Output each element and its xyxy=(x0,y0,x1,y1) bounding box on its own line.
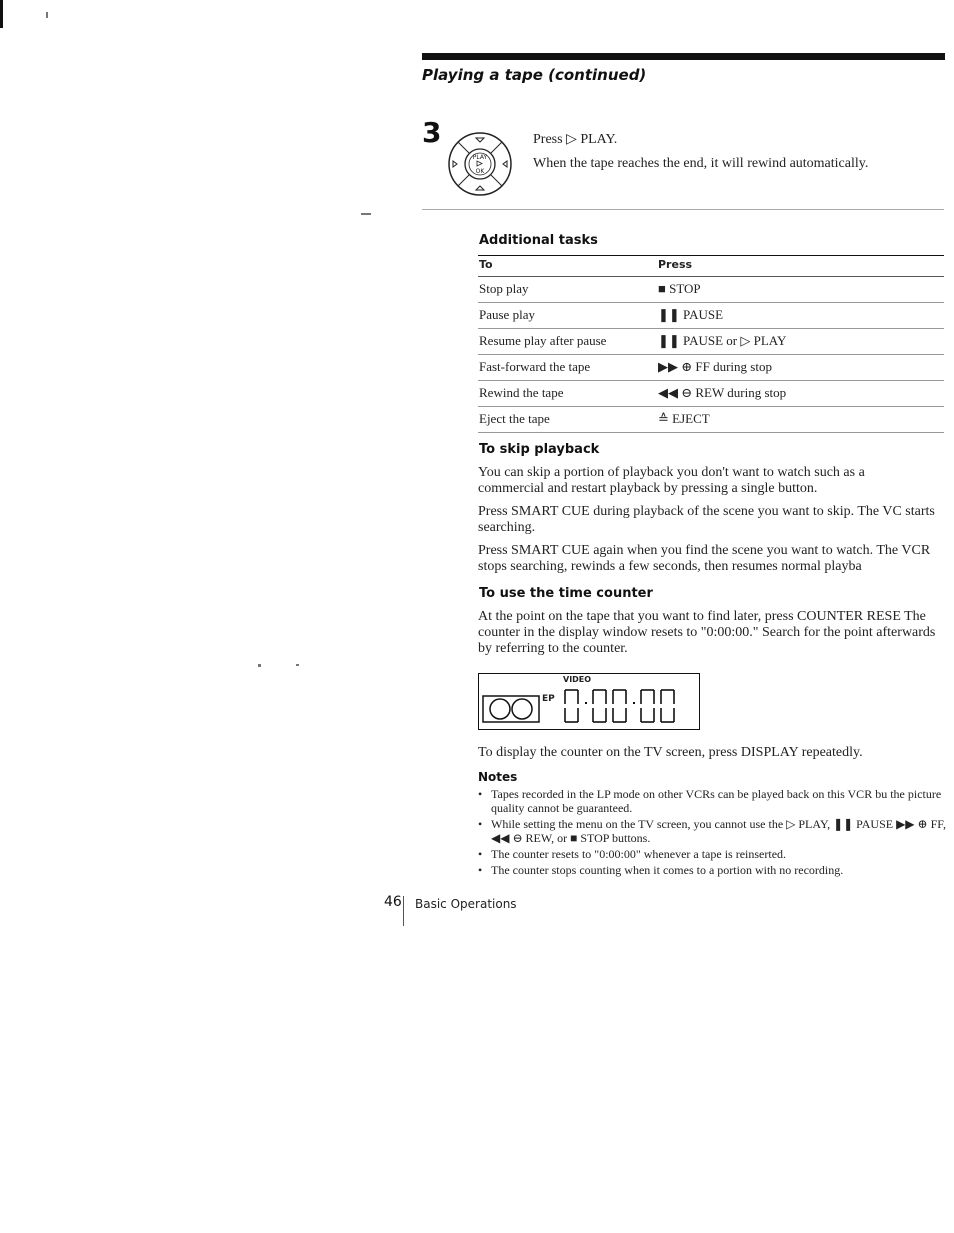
section-title: Playing a tape (continued) xyxy=(422,66,647,84)
time-counter-heading: To use the time counter xyxy=(479,586,653,601)
footer-separator xyxy=(403,896,404,926)
press-cell: ◀◀ ⊖ REW during stop xyxy=(657,381,944,407)
column-header-to: To xyxy=(478,256,657,277)
press-cell: ▶▶ ⊕ FF during stop xyxy=(657,355,944,381)
press-cell: ≙ EJECT xyxy=(657,407,944,433)
table-row xyxy=(478,407,944,433)
table-row xyxy=(478,355,944,381)
table-row xyxy=(478,381,944,407)
press-cell: ■ STOP xyxy=(657,277,944,303)
task-cell: Pause play xyxy=(478,303,657,329)
skip-playback-heading: To skip playback xyxy=(479,442,600,457)
table-row xyxy=(478,329,944,355)
lcd-video-label: VIDEO xyxy=(563,675,592,684)
lcd-counter-digits xyxy=(563,686,695,731)
lcd-ep-label: EP xyxy=(542,694,555,704)
skip-paragraph-3: Press SMART CUE again when you find the scene you want to watch. The VCR stops searching, rewinds a few seconds, then resumes normal playba xyxy=(478,543,931,574)
table-row xyxy=(478,303,944,329)
skip-paragraph-2: Press SMART CUE during playback of the scene you want to skip. The VC starts searching. xyxy=(478,504,935,535)
step-instruction: Press ▷ PLAY. xyxy=(533,132,618,147)
press-cell: ❚❚ PAUSE xyxy=(657,303,944,329)
list-item: • The counter resets to "0:00:00" whenever a tape is reinserted. xyxy=(478,847,948,861)
step-divider xyxy=(422,209,944,210)
scan-mark xyxy=(296,664,299,666)
scan-mark xyxy=(0,0,3,28)
table-header-row xyxy=(478,256,944,277)
additional-tasks-table xyxy=(478,255,944,433)
remote-control-icon xyxy=(442,128,518,205)
header-rule xyxy=(422,53,945,60)
step-number: 3 xyxy=(422,116,442,149)
lcd-colon xyxy=(585,702,587,704)
scan-mark xyxy=(361,213,371,215)
time-counter-paragraph: At the point on the tape that you want to find later, press COUNTER RESE The counter in the display window resets to "0:00:00." Search for the point afterwards by referring to the counter. xyxy=(478,609,936,656)
skip-paragraph-1: You can skip a portion of playback you don't want to watch such as a commercial and restart playback by pressing a single button. xyxy=(478,465,865,496)
notes-list xyxy=(478,787,948,879)
press-cell: ❚❚ PAUSE or ▷ PLAY xyxy=(657,329,944,355)
footer-section: Basic Operations xyxy=(415,897,517,911)
task-cell: Stop play xyxy=(478,277,657,303)
scan-mark xyxy=(46,12,48,18)
task-cell: Resume play after pause xyxy=(478,329,657,355)
additional-tasks-heading: Additional tasks xyxy=(479,233,598,248)
display-instruction: To display the counter on the TV screen, press DISPLAY repeatedly. xyxy=(478,745,863,760)
counter-display-window xyxy=(478,673,700,730)
scan-mark xyxy=(258,664,261,667)
list-item: • While setting the menu on the TV screen, you cannot use the ▷ PLAY, ❚❚ PAUSE ▶▶ ⊕ FF, ◀◀ ⊖ REW, or ■ STOP buttons. xyxy=(478,817,948,845)
table-row xyxy=(478,277,944,303)
remote-label-play: PLAY xyxy=(472,154,488,161)
task-cell: Fast-forward the tape xyxy=(478,355,657,381)
lcd-colon xyxy=(633,702,635,704)
page-number: 46 xyxy=(384,894,402,910)
list-item: • The counter stops counting when it comes to a portion with no recording. xyxy=(478,863,948,877)
remote-label-ok: OK xyxy=(475,168,485,175)
list-item: • Tapes recorded in the LP mode on other VCRs can be played back on this VCR bu the picture quality cannot be guaranteed. xyxy=(478,787,948,815)
task-cell: Rewind the tape xyxy=(478,381,657,407)
step-result: When the tape reaches the end, it will rewind automatically. xyxy=(533,156,869,171)
notes-heading: Notes xyxy=(478,770,518,784)
column-header-press: Press xyxy=(657,256,944,277)
cassette-icon xyxy=(482,695,540,728)
task-cell: Eject the tape xyxy=(478,407,657,433)
